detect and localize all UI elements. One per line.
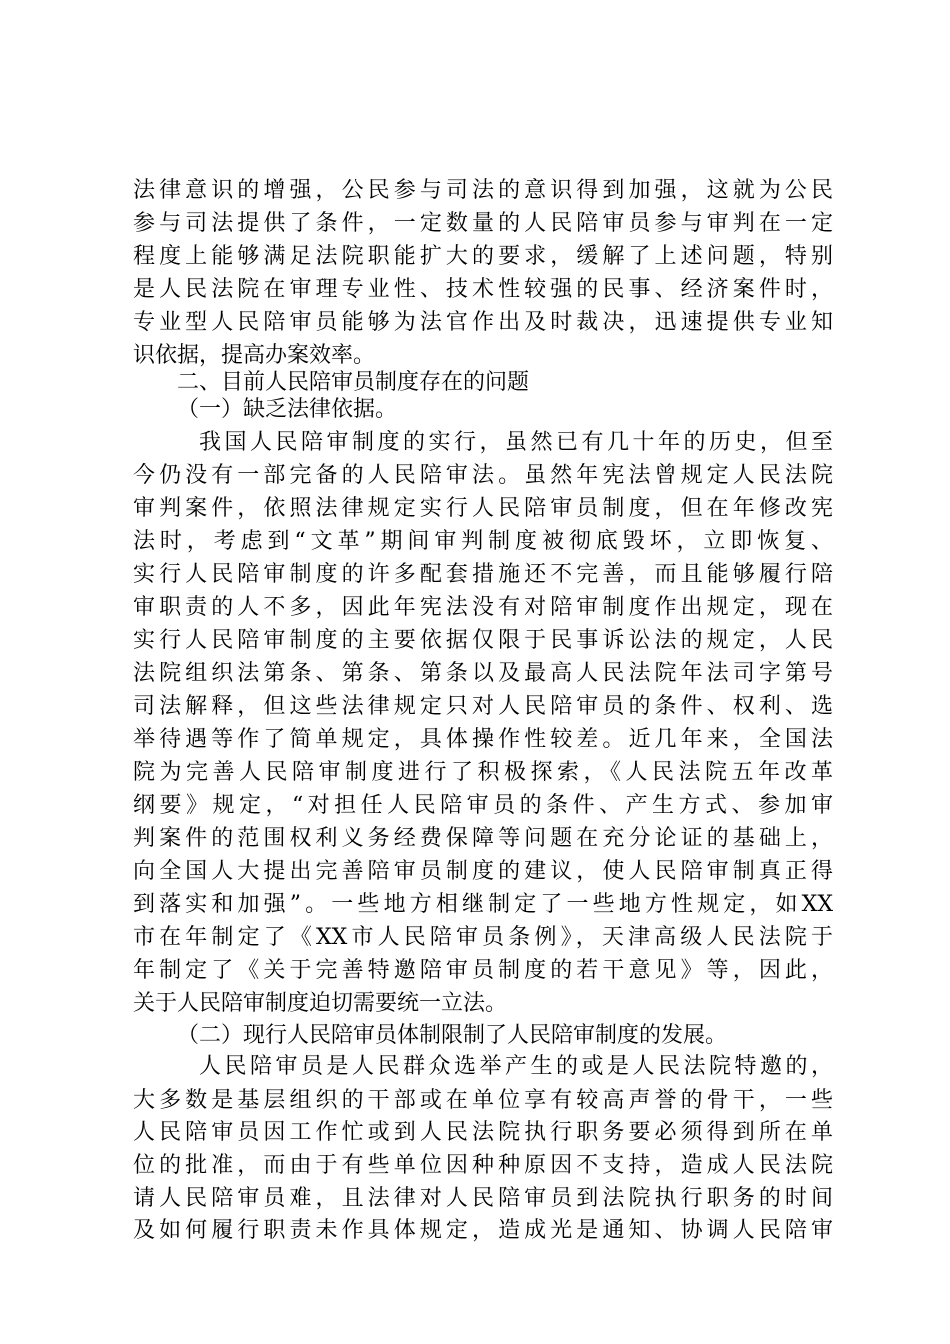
text-line: 纲要》规定，“对担任人民陪审员的条件、产生方式、参加审	[133, 793, 833, 818]
text-line: 实行人民陪审制度的许多配套措施还不完善，而且能够履行陪	[133, 562, 833, 587]
text-line: 到落实和加强”。一些地方相继制定了一些地方性规定，如XX	[133, 892, 833, 917]
text-line: 请人民陪审员难，且法律对人民陪审员到法院执行职务的时间	[133, 1186, 833, 1211]
section-heading: 二、目前人民陪审员制度存在的问题	[177, 370, 530, 395]
text-line: 年制定了《关于完善特邀陪审员制度的若干意见》等，因此，	[133, 958, 833, 983]
text-line: 法时，考虑到“文革”期间审判制度被彻底毁坏，立即恢复、	[133, 529, 833, 554]
text-line: 关于人民陪审制度迫切需要统一立法。	[133, 991, 508, 1016]
text-line: 我国人民陪审制度的实行，虽然已有几十年的历史，但至	[199, 430, 833, 455]
text-line: 审判案件，依照法律规定实行人民陪审员制度，但在年修改宪	[133, 496, 833, 521]
text-line: 院为完善人民陪审制度进行了积极探索，《人民法院五年改革	[133, 760, 833, 785]
text-line: 法院组织法第条、第条、第条以及最高人民法院年法司字第号	[133, 661, 833, 686]
text-line: 实行人民陪审制度的主要依据仅限于民事诉讼法的规定，人民	[133, 628, 833, 653]
text-line: 向全国人大提出完善陪审员制度的建议，使人民陪审制真正得	[133, 859, 833, 884]
text-line: 司法解释，但这些法律规定只对人民陪审员的条件、权利、选	[133, 694, 833, 719]
text-line: 人民陪审员是人民群众选举产生的或是人民法院特邀的，	[199, 1054, 833, 1079]
text-line: 及如何履行职责未作具体规定，造成光是通知、协调人民陪审	[133, 1218, 833, 1243]
text-line: 参与司法提供了条件，一定数量的人民陪审员参与审判在一定	[133, 211, 833, 236]
subsection-heading: （一）缺乏法律依据。	[177, 397, 398, 422]
text-line: 今仍没有一部完备的人民陪审法。虽然年宪法曾规定人民法院	[133, 463, 833, 488]
text-line: 法律意识的增强，公民参与司法的意识得到加强，这就为公民	[133, 178, 833, 203]
text-line: 大多数是基层组织的干部或在单位享有较高声誉的骨干，一些	[133, 1088, 833, 1113]
text-line: 位的批准，而由于有些单位因种种原因不支持，造成人民法院	[133, 1153, 833, 1178]
text-line: 举待遇等作了简单规定，具体操作性较差。近几年来，全国法	[133, 727, 833, 752]
text-line: 程度上能够满足法院职能扩大的要求，缓解了上述问题，特别	[133, 244, 833, 269]
text-line: 市在年制定了《XX市人民陪审员条例》，天津高级人民法院于	[133, 925, 833, 950]
text-line: 是人民法院在审理专业性、技术性较强的民事、经济案件时，	[133, 277, 833, 302]
text-line: 审职责的人不多，因此年宪法没有对陪审制度作出规定，现在	[133, 595, 833, 620]
text-line: 判案件的范围权利义务经费保障等问题在充分论证的基础上，	[133, 826, 833, 851]
subsection-heading: （二）现行人民陪审员体制限制了人民陪审制度的发展。	[177, 1023, 728, 1048]
text-line: 识依据，提高办案效率。	[133, 343, 376, 368]
text-line: 人民陪审员因工作忙或到人民法院执行职务要必须得到所在单	[133, 1120, 833, 1145]
text-line: 专业型人民陪审员能够为法官作出及时裁决，迅速提供专业知	[133, 310, 833, 335]
